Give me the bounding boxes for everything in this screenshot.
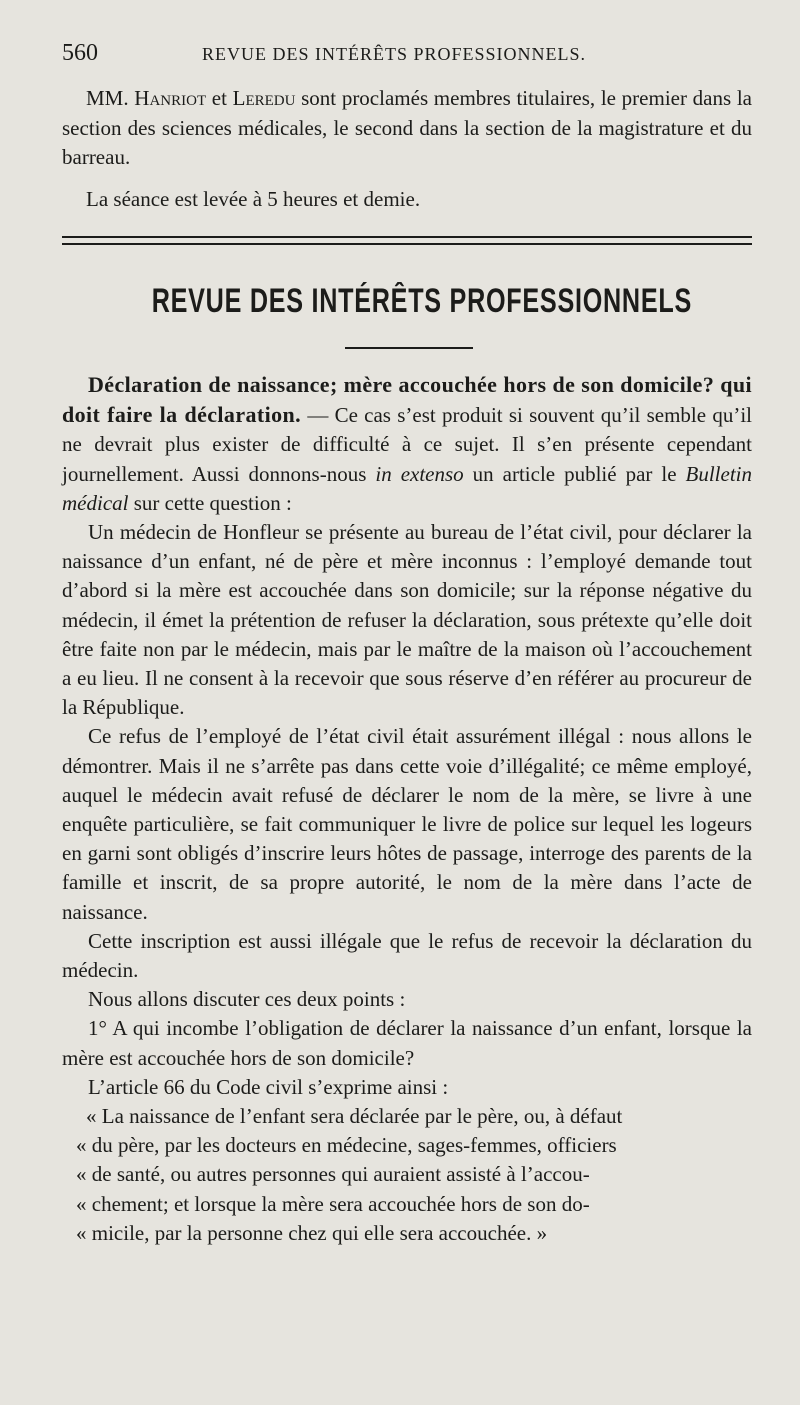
proclamation-conjunction: et: [206, 86, 233, 110]
quote-line: « La naissance de l’enfant sera déclarée par le père, ou, à défaut: [86, 1104, 623, 1129]
member-name-2: Leredu: [232, 86, 296, 110]
previous-section-ending: [62, 84, 752, 214]
paragraph: L’article 66 du Code civil s’exprime ainsi :: [88, 1074, 449, 1099]
paragraph: Cette inscription est aussi illégale que le refus de recevoir la déclaration du médecin.: [62, 928, 752, 983]
session-closing: La séance est levée à 5 heures et demie.: [86, 186, 421, 211]
proclamation-text: sont proclamés membres titulaires, le premier dans la section des sciences médicales, le second dans la section de la magistrature et du barreau.: [62, 86, 752, 169]
article-title: Déclaration de naissance; mère accouchée hors de son domicile? qui doit faire la déclaration.: [62, 372, 752, 428]
quote-line: « du père, par les docteurs en médecine, sages-femmes, officiers: [76, 1133, 617, 1158]
proclamation-paragraph: [62, 84, 752, 173]
proclamation-prefix: MM.: [86, 86, 135, 110]
quote-line: « chement; et lorsque la mère sera accouchée hors de son do-: [76, 1191, 590, 1216]
running-title: REVUE DES INTÉRÊTS PROFESSIONNELS.: [202, 44, 587, 64]
paragraph: Un médecin de Honfleur se présente au bureau de l’état civil, pour déclarer la naissance d’un enfant, né de père et mère inconnus : l’employé demande tout d’abord si la mère est accouchée dans son domicile; sur la réponse négative du médecin, il émet la prétention de refuser la déclaration, sous prétexte qu’elle doit être faite non par le médecin, mais par le maître de la maison où l’accouchement a eu lieu. Il ne consent à la recevoir que sous réserve d’en référer au procureur de la République.: [62, 520, 752, 720]
paragraph: 1° A qui incombe l’obligation de déclarer la naissance d’un enfant, lorsque la mère est accouchée hors de son domicile?: [62, 1016, 752, 1070]
section-title: REVUE DES INTÉRÊTS PROFESSIONNELS: [151, 282, 692, 320]
paragraph: Ce refus de l’employé de l’état civil était assurément illégal : nous allons le démontrer. Mais il ne s’arrête pas dans cette voie d’illégalité; ce même employé, auquel le médecin avait refusé de déclarer le nom de la mère, se livre à une enquête particulière, se fait communiquer le livre de police sur lequel les logeurs en garni sont obligés d’inscrire leurs hôtes de passage, interroge des parents de la famille et inscrit, de sa propre autorité, le nom de la mère dans l’acte de naissance.: [62, 724, 752, 924]
running-header: [62, 40, 752, 70]
double-rule-divider: [62, 234, 752, 248]
article-body: [62, 370, 752, 1248]
page-number: 560: [62, 40, 98, 66]
intro-emphasis-2: Bulletin médical: [62, 461, 753, 515]
article-intro: [62, 370, 752, 518]
quote-line: « micile, par la personne chez qui elle sera accouchée. »: [76, 1220, 548, 1245]
rule-line-top: [62, 236, 752, 238]
code-civil-quote: [62, 1102, 752, 1248]
title-underline: [345, 347, 473, 349]
quote-line: « de santé, ou autres personnes qui auraient assisté à l’accou-: [76, 1162, 590, 1187]
rule-line-bottom: [62, 243, 752, 245]
intro-emphasis-1: in extenso: [375, 461, 464, 486]
intro-text-2: un article publié par le: [463, 461, 686, 486]
intro-text-1: — Ce cas s’est produit si souvent qu’il semble qu’il ne devrait plus exister de difficulté à ce sujet. Il s’en présente cependant journellement. Aussi donnons-nous: [62, 403, 752, 486]
paragraph: Nous allons discuter ces deux points :: [88, 987, 406, 1012]
intro-text-3: sur cette question :: [128, 490, 292, 515]
member-name-1: Hanriot: [134, 86, 207, 110]
